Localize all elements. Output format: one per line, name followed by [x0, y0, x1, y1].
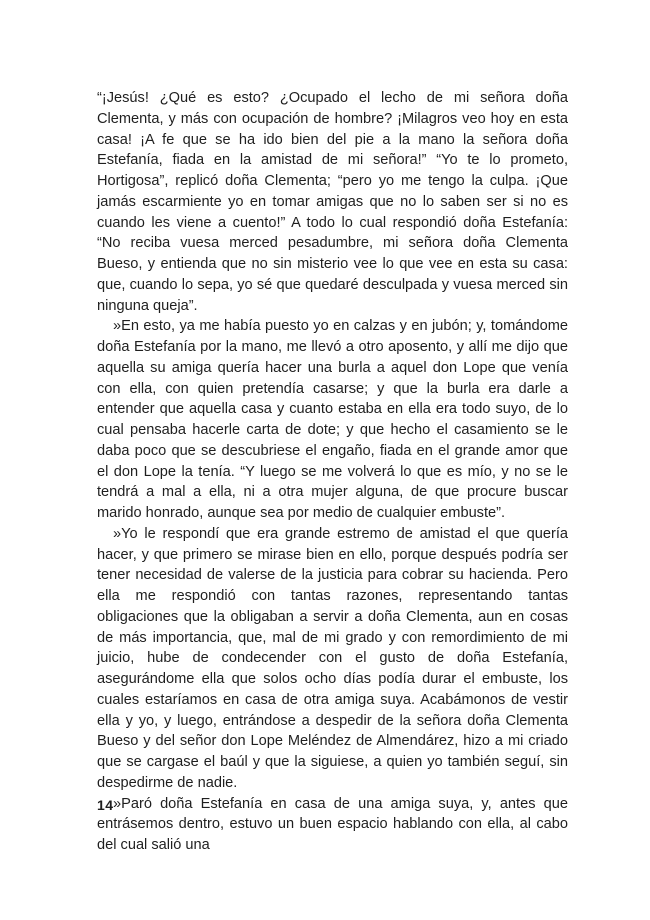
page-number: 14: [97, 797, 114, 813]
paragraph-2: »En esto, ya me había puesto yo en calzas y en jubón; y, tomándome doña Estefanía por la mano, me llevó a otro aposento, y allí me dijo que aquella su amiga quería hacer una burla a aquel don Lope que venía con ella, con quien pretendía casarse; y que la burla era darle a entender que aquella casa y cuanto estaba en ella era todo suyo, de lo cual pensaba hacerle carta de dote; y que hecho el casamiento se le daba poco que se descubriese el engaño, fiada en el grande amor que el don Lope la tenía. “Y luego se me volverá lo que es mío, y no se le tendrá a mal a ella, ni a otra mujer alguna, de que procure buscar marido honrado, aunque sea por medio de cualquier embuste”.: [97, 318, 568, 521]
paragraph-4: »Paró doña Estefanía en casa de una amiga suya, y, antes que entrásemos dentro, estuvo un buen espacio hablando con ella, al cabo del cual salió una: [97, 795, 568, 853]
body-text: [97, 88, 568, 856]
paragraph-3: »Yo le respondí que era grande estremo de amistad el que quería hacer, y que primero se mirase bien en ello, porque después podría ser tener necesidad de valerse de la justicia para cobrar su hacienda. Pero ella me respondió con tantas razones, representando tantas obligaciones que la obligaban a servir a doña Clementa, aun en cosas de más importancia, que, mal de mi grado y con remordimiento de mi juicio, hube de condecender con el gusto de doña Estefanía, asegurándome ella que solos ocho días podía durar el embuste, los cuales estaríamos en casa de otra amiga suya. Acabámonos de vestir ella y yo, y luego, entrándose a despedir de la señora doña Clementa Bueso y del señor don Lope Meléndez de Almendárez, hizo a mi criado que se cargase el baúl y que la siguiese, a quien yo también seguí, sin despedirme de nadie.: [97, 525, 568, 791]
paragraph-1: “¡Jesús! ¿Qué es esto? ¿Ocupado el lecho de mi señora doña Clementa, y más con ocupación de hombre? ¡Milagros veo hoy en esta casa! ¡A fe que se ha ido bien del pie a la mano la señora doña Estefanía, fiada en la amistad de mi señora!” “Yo te lo prometo, Hortigosa”, replicó doña Clementa; “pero yo me tengo la culpa. ¡Que jamás escarmiente yo en tomar amigas que no lo saben ser si no es cuando les viene a cuento!” A todo lo cual respondió doña Estefanía: “No reciba vuesa merced pesadumbre, mi señora doña Clementa Bueso, y entienda que no sin misterio vee lo que vee en esta su casa: que, cuando lo sepa, yo sé que quedaré desculpada y vuesa merced sin ninguna queja”.: [97, 90, 568, 314]
